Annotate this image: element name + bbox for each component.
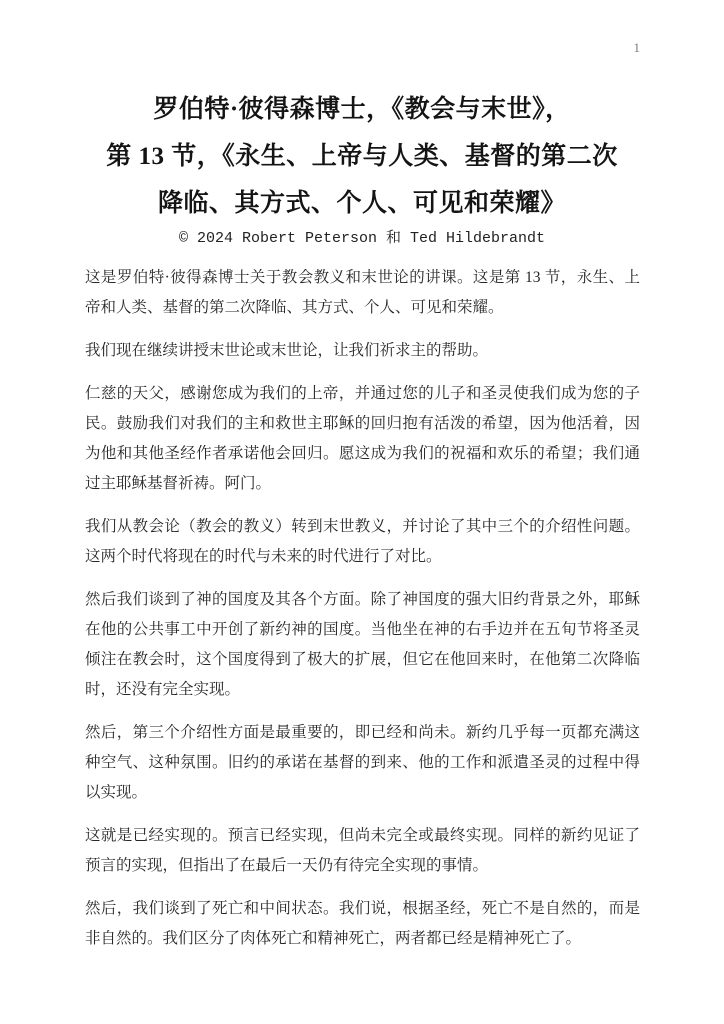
paragraph-fulfillment: 这就是已经实现的。预言已经实现，但尚未完全或最终实现。同样的新约见证了预言的实现，但指出了在最后一天仍有待完全实现的事情。 [85,827,640,874]
paragraph-death: 然后，我们谈到了死亡和中间状态。我们说，根据圣经，死亡不是自然的，而是非自然的。我们区分了肉体死亡和精神死亡，两者都已经是精神死亡了。 [85,900,640,947]
title-line-3: 降临、其方式、个人、可见和荣耀》 [157,190,566,217]
document-body [85,263,640,954]
document-title [40,86,684,227]
paragraph-already-notyet: 然后，第三个介绍性方面是最重要的，即已经和尚未。新约几乎每一页都充满这种空气、这种氛围。旧约的承诺在基督的到来、他的工作和派遣圣灵的过程中得以实现。 [85,724,640,801]
paragraph-kingdom: 然后我们谈到了神的国度及其各个方面。除了神国度的强大旧约背景之外，耶稣在他的公共事工中开创了新约神的国度。当他坐在神的右手边并在五旬节将圣灵倾注在教会时，这个国度得到了极大的扩展，但它在他回来时，在他第二次降临时，还没有完全实现。 [85,591,640,698]
page-number: 1 [633,40,640,55]
paragraph-transition: 我们现在继续讲授末世论或末世论，让我们祈求主的帮助。 [85,342,489,359]
paragraph-ecclesiology: 我们从教会论（教会的教义）转到末世教义，并讨论了其中三个的介绍性问题。这两个时代将现在的时代与未来的时代进行了对比。 [85,518,640,565]
copyright-line: © 2024 Robert Peterson 和 Ted Hildebrandt [178,230,546,247]
title-line-1: 罗伯特·彼得森博士，《教会与末世》， [153,96,571,123]
paragraph-prayer: 仁慈的天父，感谢您成为我们的上帝，并通过您的儿子和圣灵使我们成为您的子民。鼓励我们对我们的主和救世主耶稣的回归抱有活泼的希望，因为他活着，因为他和其他圣经作者承诺他会回归。愿这成为我们的祝福和欢乐的希望；我们通过主耶稣基督祈祷。阿门。 [85,385,640,492]
title-line-2: 第 13 节，《永生、上帝与人类、基督的第二次 [106,143,618,170]
paragraph-intro: 这是罗伯特·彼得森博士关于教会教义和末世论的讲课。这是第 13 节，永生、上帝和人类、基督的第二次降临、其方式、个人、可见和荣耀。 [85,269,640,316]
